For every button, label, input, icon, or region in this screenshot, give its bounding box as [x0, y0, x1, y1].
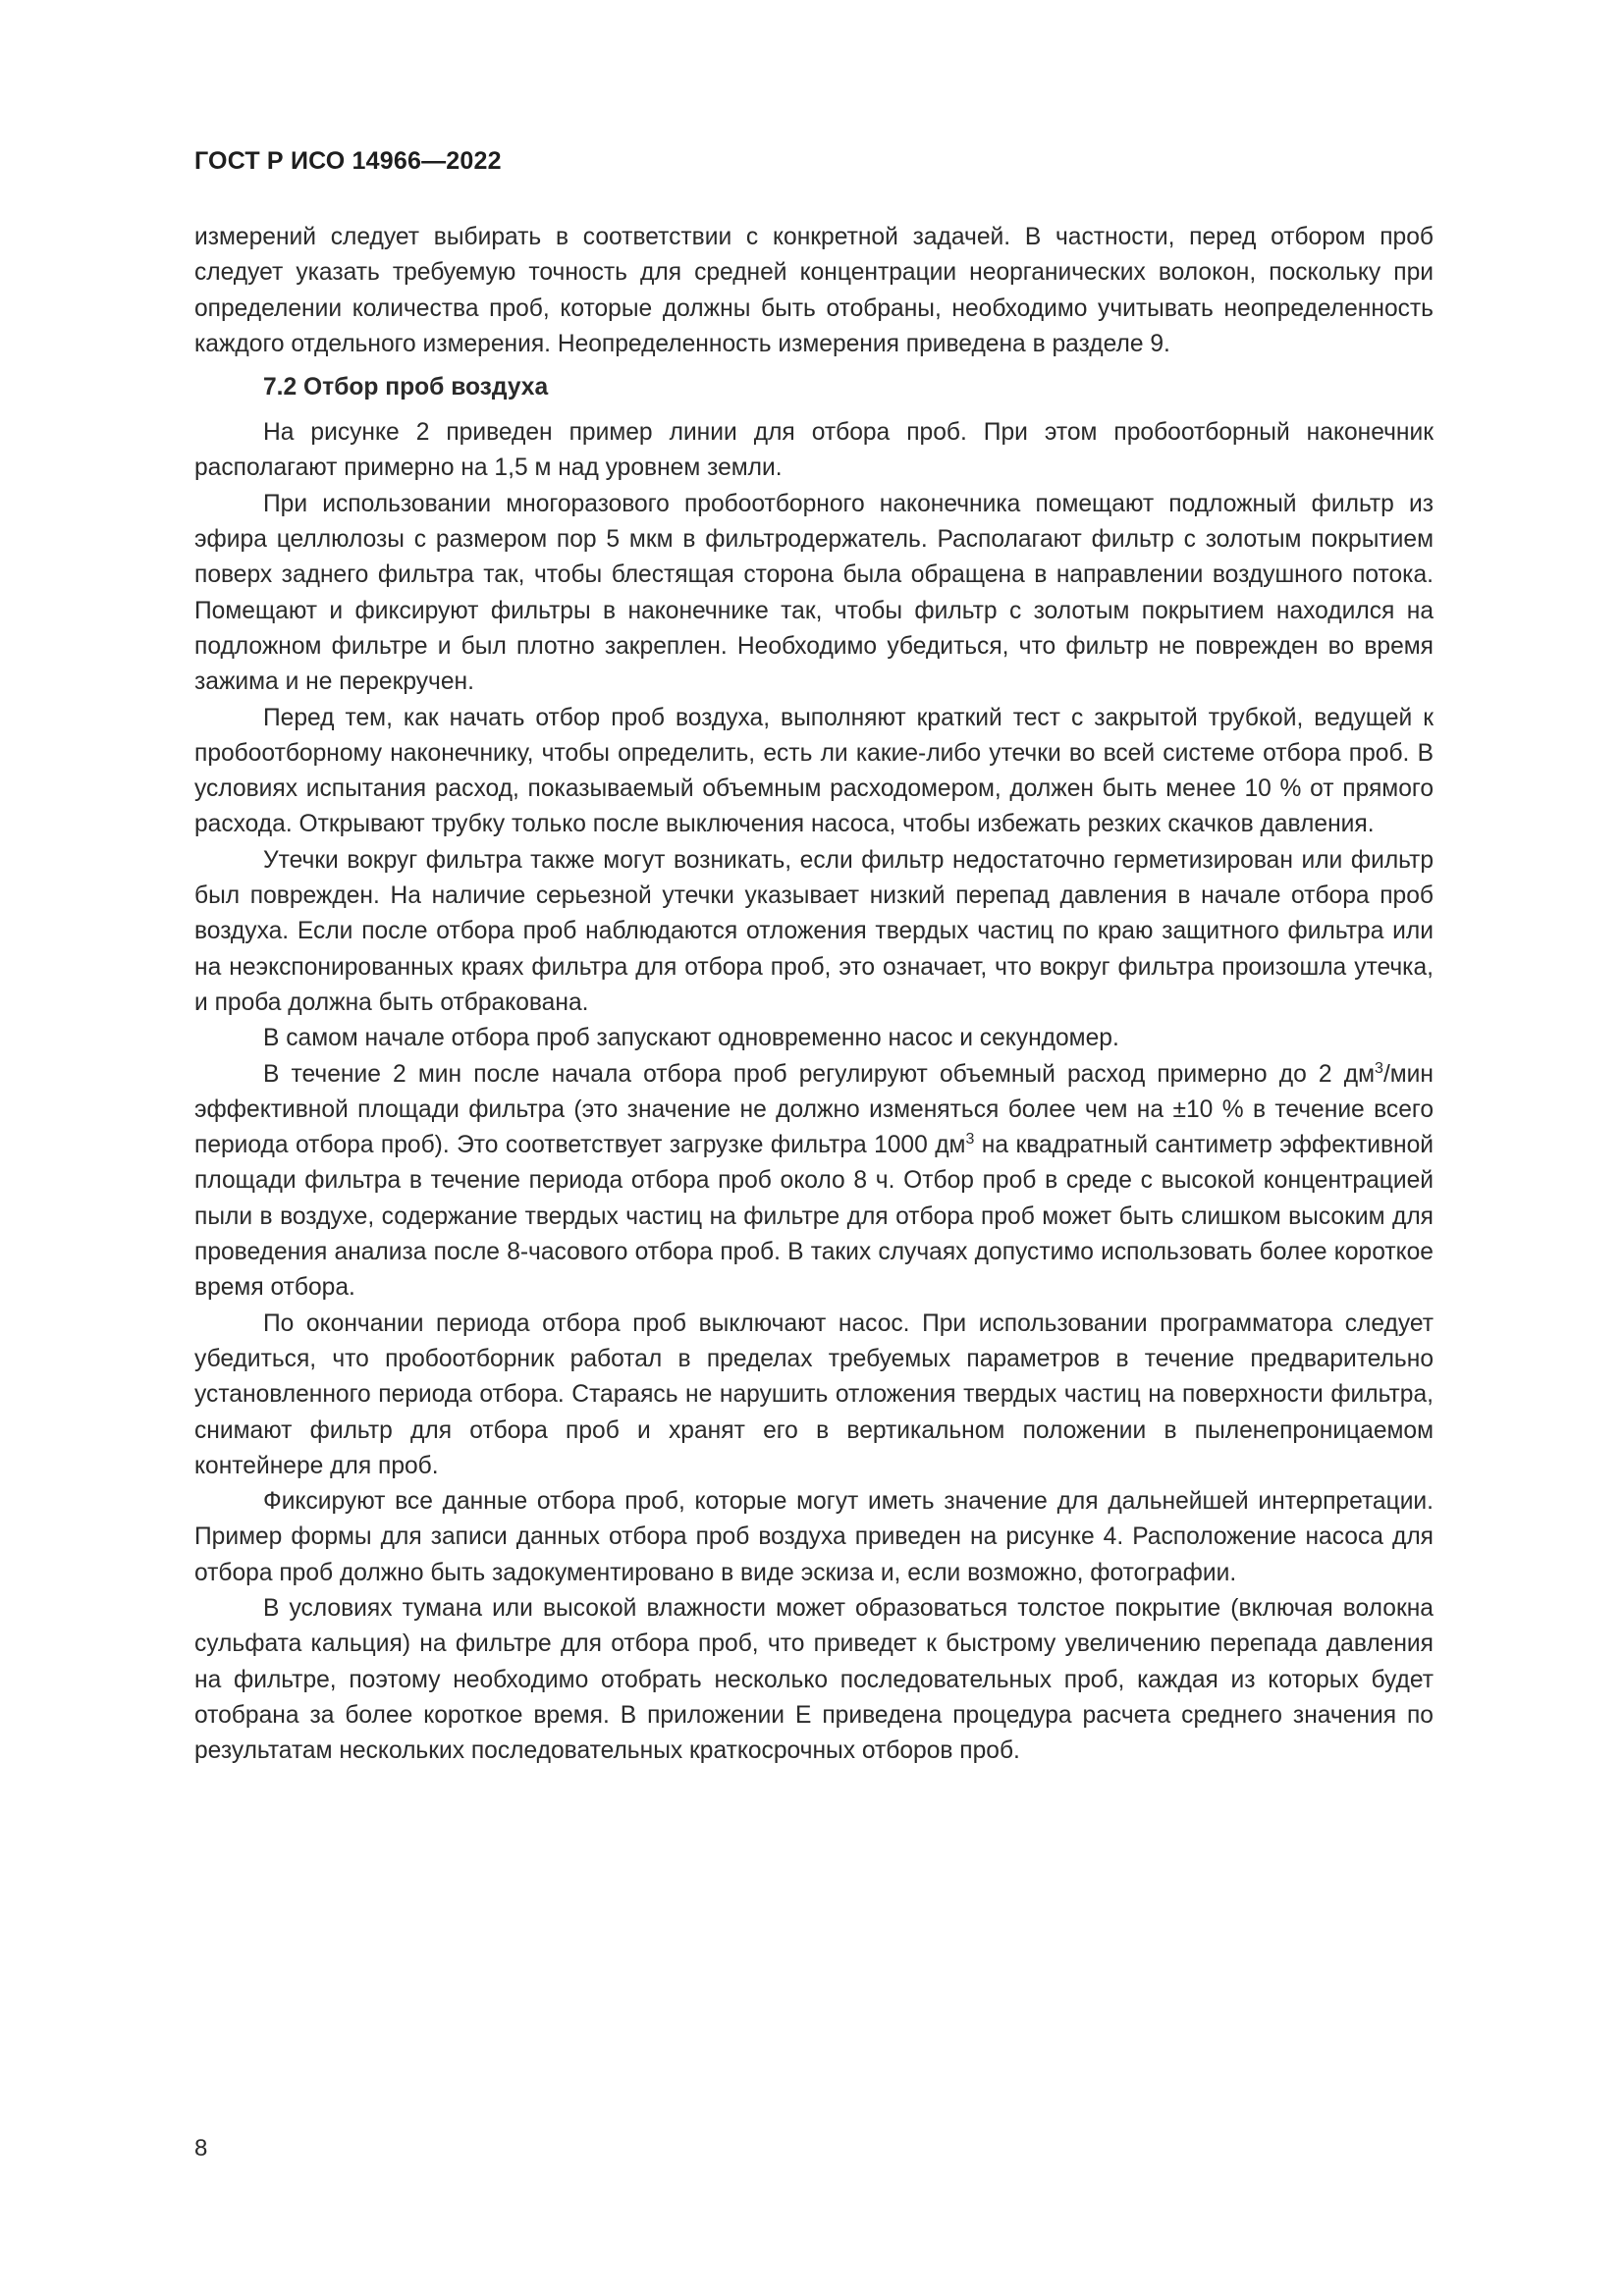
text-run: на квадратный сантиметр эффективной площади фильтра в течение периода отбора проб около 8 ч. Отбор проб в среде с высокой концентрацией пыли в воздухе, содержание твердых частиц на фильтре для отбора проб может быть слишком высоким для проведения анализа после 8-часового отбора проб. В таких случаях допустимо использовать более короткое время отбора. [194, 1132, 1435, 1302]
paragraph-with-superscripts [194, 1057, 1434, 1307]
paragraph: При использовании многоразового пробоотборного наконечника помещают подложный фильтр из эфира целлюлозы с размером пор 5 мкм в фильтродержатель. Располагают фильтр с золотым покрытием поверх заднего фильтра так, чтобы блестящая сторона была обращена в направлении воздушного потока. Помещают и фиксируют фильтры в наконечнике так, чтобы фильтр с золотым покрытием находился на подложном фильтре и был плотно закреплен. Необходимо убедиться, что фильтр не поврежден во время зажима и не перекручен. [194, 490, 1434, 696]
paragraph: По окончании периода отбора проб выключают насос. При использовании программатора следует убедиться, что пробоотборник работал в пределах требуемых параметров в течение предварительно установленного периода отбора. Стараясь не нарушить отложения твердых частиц на поверхности фильтра, снимают фильтр для отбора проб и хранят его в вертикальном положении в пыленепроницаемом контейнере для проб. [194, 1309, 1434, 1479]
paragraph-continuation: измерений следует выбирать в соответствии с конкретной задачей. В частности, перед отбором проб следует указать требуемую точность для средней концентрации неорганических волокон, поскольку при определении количества проб, которые должны быть отобраны, необходимо учитывать неопределенность каждого отдельного измерения. Неопределенность измерения приведена в разделе 9. [194, 224, 1434, 357]
text-run: /мин эффективной площади фильтра (это значение не должно изменяться более чем на ±10 % в течение всего периода отбора проб). Это соответствует загрузке фильтра 1000 дм [194, 1060, 1434, 1159]
paragraph: Утечки вокруг фильтра также могут возникать, если фильтр недостаточно герметизирован или фильтр был поврежден. На наличие серьезной утечки указывает низкий перепад давления в начале отбора проб воздуха. Если после отбора проб наблюдаются отложения твердых частиц по краю защитного фильтра или на неэкспонированных краях фильтра для отбора проб, это означает, что вокруг фильтра произошла утечка, и проба должна быть отбракована. [194, 846, 1434, 1016]
page-number: 8 [194, 2135, 208, 2162]
superscript: 3 [965, 1130, 975, 1148]
document-body [194, 220, 1434, 1769]
section-heading: 7.2 Отбор проб воздуха [263, 374, 549, 401]
superscript: 3 [1375, 1059, 1383, 1077]
document-header: ГОСТ Р ИСО 14966—2022 [194, 147, 502, 175]
text-run: В течение 2 мин после начала отбора проб регулируют объемный расход примерно до 2 дм [263, 1060, 1376, 1088]
paragraph: В самом начале отбора проб запускают одновременно насос и секундомер. [263, 1025, 1119, 1052]
paragraph: Перед тем, как начать отбор проб воздуха, выполняют краткий тест с закрытой трубкой, ведущей к пробоотборному наконечнику, чтобы определить, есть ли какие-либо утечки во всей системе отбора проб. В условиях испытания расход, показываемый объемным расходомером, должен быть менее 10 % от прямого расхода. Открывают трубку только после выключения насоса, чтобы избежать резких скачков давления. [194, 704, 1434, 838]
paragraph: На рисунке 2 приведен пример линии для отбора проб. При этом пробоотборный наконечник располагают примерно на 1,5 м над уровнем земли. [194, 419, 1434, 482]
paragraph: Фиксируют все данные отбора проб, которые могут иметь значение для дальнейшей интерпретации. Пример формы для записи данных отбора проб воздуха приведен на рисунке 4. Расположение насоса для отбора проб должно быть задокументировано в виде эскиза и, если возможно, фотографии. [194, 1488, 1434, 1586]
paragraph: В условиях тумана или высокой влажности может образоваться толстое покрытие (включая волокна сульфата кальция) на фильтре для отбора проб, что приведет к быстрому увеличению перепада давления на фильтре, поэтому необходимо отобрать несколько последовательных проб, каждая из которых будет отобрана за более короткое время. В приложении Е приведена процедура расчета среднего значения по результатам нескольких последовательных краткосрочных отборов проб. [194, 1594, 1434, 1765]
